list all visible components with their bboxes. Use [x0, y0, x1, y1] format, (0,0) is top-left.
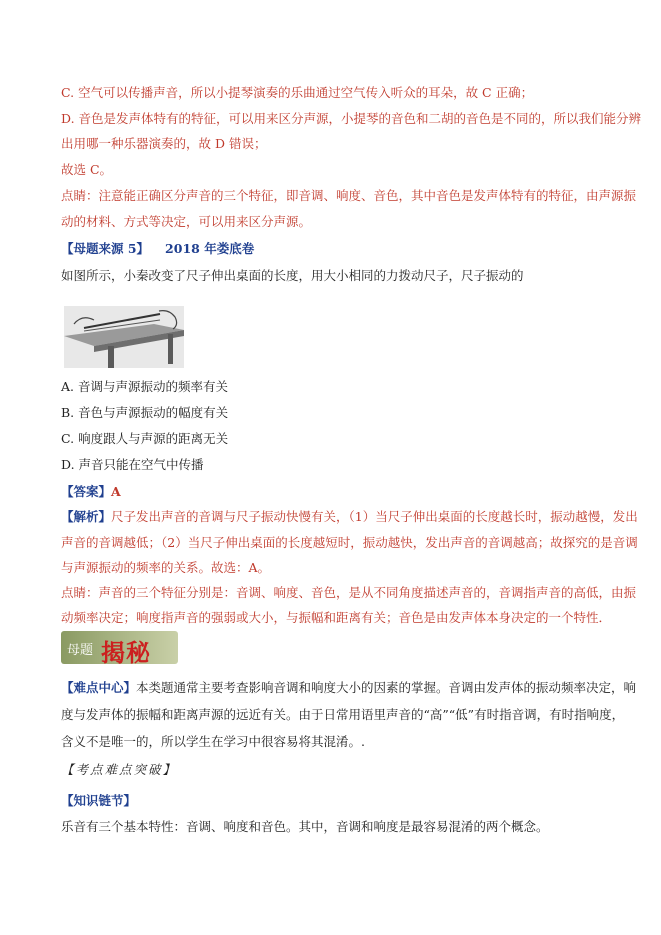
- ruler-figure: [64, 306, 184, 368]
- explanation-tag: 【解析】: [61, 509, 112, 524]
- explanation-line: [61, 509, 638, 525]
- text-line: 动频率决定；响度指声音的强弱或大小，与振幅和距离有关；音色是由发声体本身决定的一个特性．: [61, 610, 612, 625]
- question-text: 如图所示，小秦改变了尺子伸出桌面的长度，用大小相同的力拨动尺子，尺子振动的: [61, 268, 524, 283]
- text-line: 与声源振动的频率的关系。故选：A。: [61, 560, 271, 575]
- option-a: A. 音调与声源振动的频率有关: [61, 379, 228, 394]
- source-heading: [61, 241, 254, 257]
- difficulty-text: 本类题通常主要考查影响音调和响度大小的因素的掌握。音调由发声体的振动频率决定，响: [136, 680, 637, 695]
- text-line: 声音的音调越低；（2）当尺子伸出桌面的长度越短时，振动越快，发出声音的音调越高；故探究的是音调: [61, 535, 638, 550]
- section-banner: [61, 631, 178, 667]
- answer-line: [61, 484, 121, 500]
- option-c: C. 响度跟人与声源的距离无关: [61, 431, 229, 446]
- source-text: 2018 年娄底卷: [165, 241, 255, 256]
- text-line: 出用哪一种乐器演奏的，故 D 错误；: [61, 136, 267, 151]
- answer-tag: 【答案】: [61, 484, 112, 499]
- option-d: D. 声音只能在空气中传播: [61, 457, 204, 472]
- explanation-text: 尺子发出声音的音调与尺子振动快慢有关，（1）当尺子伸出桌面的长度越长时，振动越慢，发出: [111, 509, 638, 524]
- text-line: 含义不是唯一的，所以学生在学习中很容易将其混淆。.: [61, 734, 365, 749]
- text-line: 故选 C。: [61, 162, 113, 177]
- breakthrough-heading: 【考点难点突破】: [61, 762, 178, 777]
- banner-big-text: 揭秘: [101, 639, 151, 667]
- option-b: B. 音色与声源振动的幅度有关: [61, 405, 229, 420]
- text-line: 点睛：注意能正确区分声音的三个特征，即音调、响度、音色，其中音色是发声体特有的特征，由声源振: [61, 188, 637, 203]
- text-line: 点睛：声音的三个特征分别是：音调、响度、音色，是从不同角度描述声音的，音调指声音的高低，由振: [61, 585, 637, 600]
- answer-value: A: [111, 484, 121, 499]
- banner-small-text: 母题: [67, 643, 94, 658]
- text-line: 动的材料、方式等决定，可以用来区分声源。: [61, 214, 312, 229]
- text-line: 度与发声体的振幅和距离声源的远近有关。由于日常用语里声音的“高”“低”有时指音调，有时指响度，: [61, 707, 625, 722]
- difficulty-tag: 【难点中心】: [61, 680, 137, 695]
- text-line: C. 空气可以传播声音，所以小提琴演奏的乐曲通过空气传入听众的耳朵，故 C 正确；: [61, 85, 534, 100]
- knowledge-tag: 【知识链节】: [61, 793, 137, 808]
- difficulty-line: [61, 680, 636, 696]
- text-line: D. 音色是发声体特有的特征，可以用来区分声源，小提琴的音色和二胡的音色是不同的，所以我们能分辨: [61, 111, 642, 126]
- knowledge-text: 乐音有三个基本特性：音调、响度和音色。其中，音调和响度是最容易混淆的两个概念。: [61, 819, 549, 834]
- source-tag: 【母题来源 5】: [61, 241, 150, 256]
